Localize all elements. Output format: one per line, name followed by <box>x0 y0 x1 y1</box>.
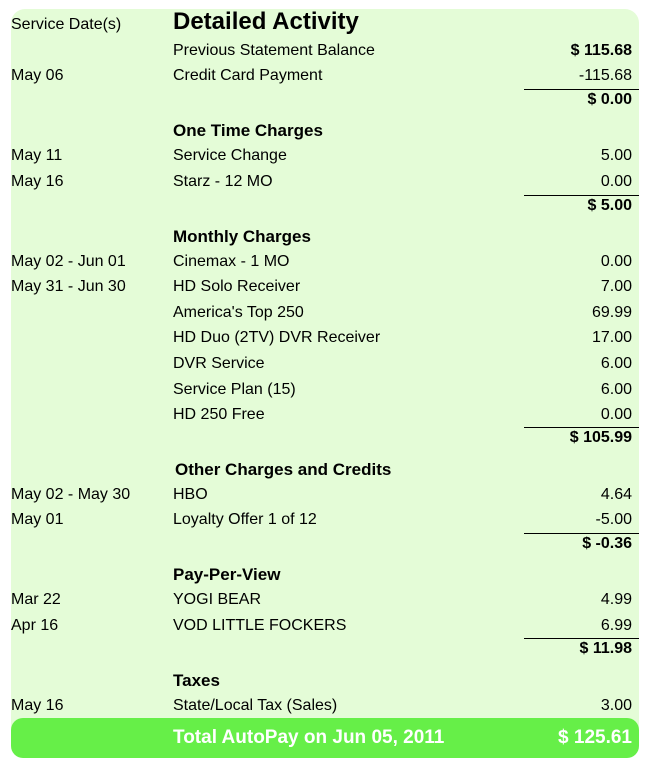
row-amount: -5.00 <box>595 511 632 528</box>
row-desc: HD 250 Free <box>173 406 265 423</box>
subtotal-rule <box>524 195 639 196</box>
row-amount: 6.00 <box>600 381 632 398</box>
row-date: May 02 - Jun 01 <box>11 253 126 270</box>
summary-desc: Previous Statement Balance <box>173 42 375 59</box>
summary-subtotal: $ 0.00 <box>587 91 632 108</box>
row-amount: 17.00 <box>591 329 632 346</box>
section-title-taxes: Taxes <box>173 671 220 690</box>
row-desc: HBO <box>173 486 208 503</box>
row-amount: 69.99 <box>591 304 632 321</box>
section-title-ppv: Pay-Per-View <box>173 565 281 584</box>
section-subtotal: $ 105.99 <box>569 429 632 446</box>
row-desc: Loyalty Offer 1 of 12 <box>173 511 317 528</box>
row-desc: Cinemax - 1 MO <box>173 253 290 270</box>
row-amount: 4.64 <box>600 486 632 503</box>
section-title-monthly: Monthly Charges <box>173 227 311 246</box>
row-date: Apr 16 <box>11 617 59 634</box>
section-subtotal: $ 5.00 <box>587 197 632 214</box>
row-desc: State/Local Tax (Sales) <box>173 697 338 714</box>
autopay-total-label: Total AutoPay on Jun 05, 2011 <box>173 727 445 748</box>
row-amount: 3.00 <box>600 697 632 714</box>
row-desc: HD Solo Receiver <box>173 278 301 295</box>
row-desc: DVR Service <box>173 355 265 372</box>
left-margin <box>0 0 11 766</box>
page-title: Detailed Activity <box>173 8 359 35</box>
subtotal-rule <box>524 533 639 534</box>
service-dates-header: Service Date(s) <box>11 16 122 33</box>
row-desc: Starz - 12 MO <box>173 173 273 190</box>
subtotal-rule <box>524 638 639 639</box>
row-date: May 16 <box>11 173 64 190</box>
activity-panel <box>11 9 639 757</box>
row-date: May 02 - May 30 <box>11 486 131 503</box>
summary-amount: $ 115.68 <box>570 42 632 59</box>
row-date: May 01 <box>11 511 64 528</box>
row-desc: Service Plan (15) <box>173 381 296 398</box>
row-desc: Service Change <box>173 147 287 164</box>
section-subtotal: $ -0.36 <box>582 535 632 552</box>
row-amount: 0.00 <box>600 253 632 270</box>
row-amount: 7.00 <box>600 278 632 295</box>
summary-amount: -115.68 <box>578 67 632 84</box>
row-amount: 6.00 <box>600 355 632 372</box>
section-subtotal: $ 11.98 <box>579 640 632 657</box>
row-amount: 5.00 <box>600 147 632 164</box>
row-date: May 31 - Jun 30 <box>11 278 126 295</box>
row-amount: 4.99 <box>600 591 632 608</box>
row-amount: 0.00 <box>600 173 632 190</box>
row-amount: 0.00 <box>600 406 632 423</box>
row-date: Mar 22 <box>11 591 61 608</box>
summary-date: May 06 <box>11 67 64 84</box>
section-title-one-time: One Time Charges <box>173 121 323 140</box>
summary-desc: Credit Card Payment <box>173 67 323 84</box>
row-desc: YOGI BEAR <box>173 591 262 608</box>
subtotal-rule <box>524 427 639 428</box>
row-desc: America's Top 250 <box>173 304 304 321</box>
subtotal-rule <box>524 89 639 90</box>
section-title-other: Other Charges and Credits <box>175 460 392 479</box>
row-date: May 16 <box>11 697 64 714</box>
row-amount: 6.99 <box>600 617 632 634</box>
row-desc: VOD LITTLE FOCKERS <box>173 617 347 634</box>
row-desc: HD Duo (2TV) DVR Receiver <box>173 329 381 346</box>
row-date: May 11 <box>11 147 63 164</box>
autopay-total-amount: $ 125.61 <box>558 727 632 748</box>
